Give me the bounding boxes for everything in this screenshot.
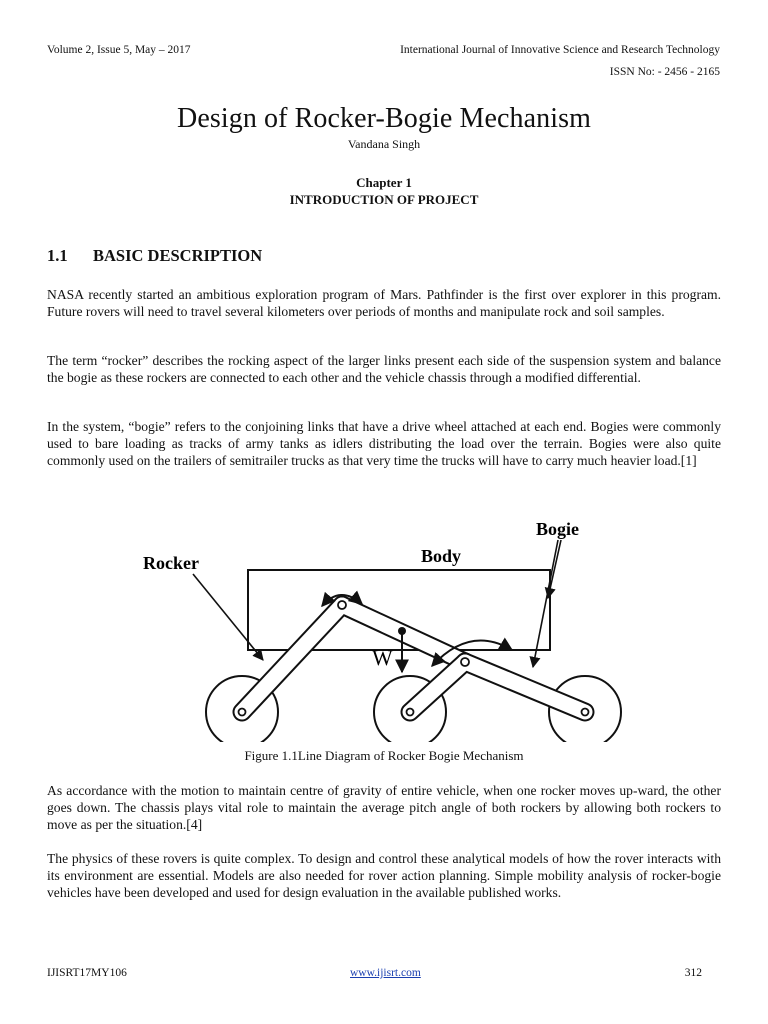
- paragraph-physics: The physics of these rovers is quite complex. To design and control these analytical models of how the rover interacts with its environment are essential. Models are also needed for rover action planning. Simple mobility analysis of rocker-bogie vehicles have been developed and used for design evaluation in the available published works.: [47, 851, 721, 900]
- author-name: Vandana Singh: [347, 137, 421, 151]
- rocker-pivot: [338, 601, 346, 609]
- rocker-pointer-arrow: [193, 574, 263, 660]
- section-title: BASIC DESCRIPTION: [93, 246, 263, 265]
- volume-issue: Volume 2, Issue 5, May – 2017: [47, 44, 191, 56]
- issn: ISSN No: - 2456 - 2165: [609, 66, 720, 78]
- paragraph-bogie: In the system, “bogie” refers to the conjoining links that have a drive wheel attached at each end. Bogies were commonly used to bare loading as tracks of army tanks as idlers distributing the load over the terrain. Bogies were also quite commonly used on the trailers of semitrailer trucks as that very time the trucks will have to carry much heavier load.[1]: [47, 419, 721, 468]
- front-axle: [239, 709, 246, 716]
- paper-id: IJISRT17MY106: [47, 967, 127, 979]
- paragraph-rocker: The term “rocker” describes the rocking aspect of the larger links present each side of the suspension system and balance the bogie as these rockers are connected to each other and the vehicle chassis through a modified differential.: [47, 353, 721, 385]
- bogie-label: Bogie: [536, 519, 579, 539]
- paragraph-centre-of-gravity: As accordance with the motion to maintain centre of gravity of entire vehicle, when one rocker moves up-ward, the other goes down. The chassis plays vital role to maintain the average pitch angle of both rockers by allowing both rockers to move as per the situation.[4]: [47, 783, 721, 832]
- chapter-title: INTRODUCTION OF PROJECT: [289, 192, 479, 207]
- bogie-pivot: [461, 658, 469, 666]
- chapter-label: Chapter 1: [356, 175, 412, 190]
- section-heading: [47, 246, 262, 266]
- page-number: 312: [684, 967, 702, 979]
- paper-title: Design of Rocker-Bogie Mechanism: [177, 103, 591, 134]
- bogie-pointer-arrow-left: [533, 540, 558, 667]
- paragraph-nasa: NASA recently started an ambitious exploration program of Mars. Pathfinder is the first over explorer in this program. Future rovers will need to travel several kilometers over periods of months and manipulate rock and soil samples.: [47, 287, 721, 319]
- section-number: 1.1: [47, 246, 68, 265]
- weight-label: W: [372, 645, 393, 670]
- middle-axle: [407, 709, 414, 716]
- rocker-bogie-diagram: [130, 512, 630, 742]
- rocker-label: Rocker: [143, 553, 199, 573]
- journal-name: International Journal of Innovative Science and Research Technology: [400, 44, 720, 56]
- rear-axle: [582, 709, 589, 716]
- website-link[interactable]: www.ijisrt.com: [350, 967, 421, 979]
- body-label: Body: [421, 546, 462, 566]
- figure-caption: Figure 1.1Line Diagram of Rocker Bogie Mechanism: [244, 748, 524, 763]
